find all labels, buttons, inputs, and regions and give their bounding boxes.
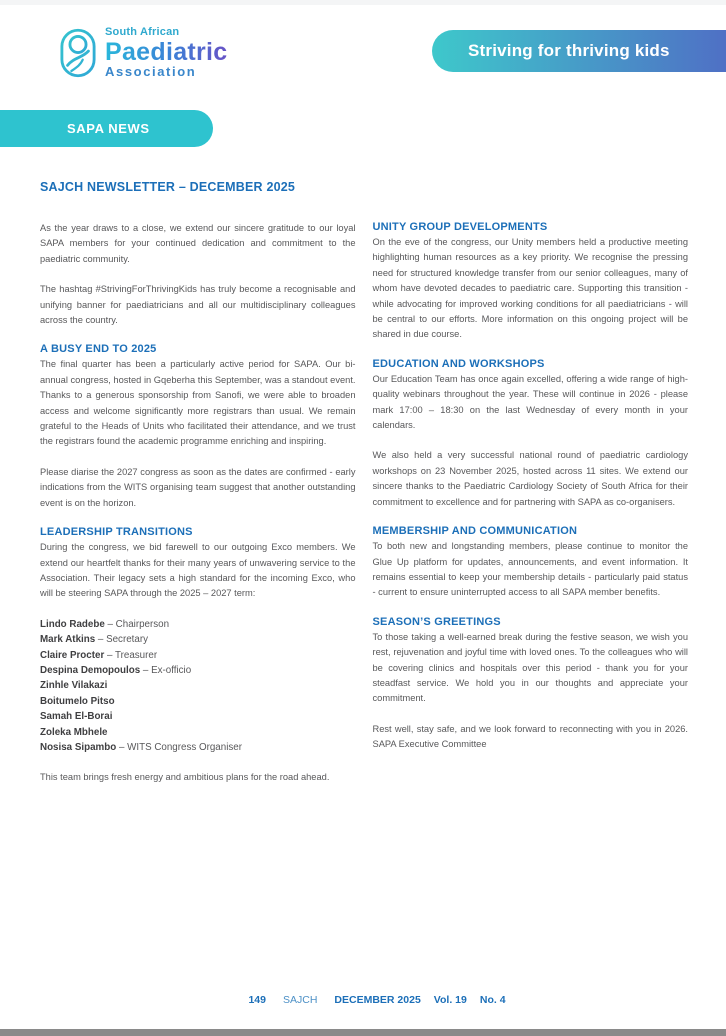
footer-issue-date: DECEMBER 2025 (334, 994, 421, 1006)
exco-member (40, 694, 356, 709)
right-column (373, 221, 689, 801)
intro-paragraph-2: The hashtag #StrivingForThrivingKids has truly become a recognisable and unifying banner for paediatricians and all our multidisciplinary colleagues across the country. (40, 284, 356, 326)
footer-issue-info (334, 994, 505, 1006)
leadership-closing-paragraph: This team brings fresh energy and ambitious plans for the road ahead. (40, 772, 330, 783)
exco-member-name: Zinhle Vilakazi (40, 680, 108, 692)
exco-member (40, 617, 356, 632)
leadership-intro-paragraph: During the congress, we bid farewell to our outgoing Exco members. We extend our heartfelt thanks for their many years of unwavering service to the Association. Their legacy sets a high standard for the incoming Exco, who will be steering SAPA through the 2025 – 2027 term: (40, 542, 356, 599)
exco-member-role: – WITS Congress Organiser (116, 741, 242, 753)
swaddled-baby-icon (60, 28, 96, 78)
footer-number: No. 4 (479, 994, 506, 1006)
section-heading-busy-end: A BUSY END TO 2025 (40, 343, 157, 356)
exco-member-name: Zoleka Mbhele (40, 726, 108, 738)
exco-member-name: Claire Procter (40, 649, 105, 661)
logo-line-association: Association (105, 64, 197, 80)
sapa-news-banner (0, 110, 213, 147)
section-heading-greetings: SEASON’S GREETINGS (372, 615, 501, 628)
exco-member (40, 709, 356, 724)
section-heading-membership: MEMBERSHIP AND COMMUNICATION (372, 525, 578, 538)
greetings-paragraph-2: Rest well, stay safe, and we look forward to reconnecting with you in 2026. SAPA Executive Committee (372, 723, 688, 750)
section-heading-unity: UNITY GROUP DEVELOPMENTS (372, 221, 548, 233)
exco-member (40, 725, 356, 740)
article-body (40, 221, 688, 801)
exco-member-role: – Chairperson (104, 618, 170, 630)
exco-member-name: Nosisa Sipambo (40, 741, 117, 753)
exco-member (40, 663, 356, 678)
footer-journal-name: SAJCH (282, 994, 318, 1006)
logo-line-south-african: South African (105, 26, 180, 38)
logo-line-paediatric: Paediatric (105, 37, 228, 66)
page-title: SAJCH NEWSLETTER – DECEMBER 2025 (40, 180, 296, 194)
education-paragraph-2: We also held a very successful national round of paediatric cardiology workshops on 23 November 2025, hosted across 11 sites. We extend our sincere thanks to the Paediatric Cardiology Society of South Africa for their commitment to excellence and for partnering with SAPA as co-organisers. (372, 450, 688, 507)
sapa-logo (60, 27, 228, 79)
busy-end-paragraph-1: The final quarter has been a particularly active period for SAPA. Our bi-annual congress, hosted in Gqeberha this September, was a standout event. Thanks to a generous sponsorship from Sanofi, we were able to broaden access and welcome significantly more registrars than usual. We remain grateful to the Heads of Units who facilitated their attendance, and we trust the registrars found the academic programme enriching and inspiring. (40, 359, 356, 447)
exco-member-name: Lindo Radebe (40, 618, 105, 630)
exco-member-name: Mark Atkins (40, 634, 96, 646)
exco-member-role: – Ex-officio (140, 664, 192, 676)
page-bottom-edge (0, 1029, 726, 1036)
exco-member-name: Boitumelo Pitso (40, 695, 115, 707)
tagline-text: Striving for thriving kids (468, 41, 670, 60)
exco-member-list (40, 617, 356, 756)
education-paragraph-1: Our Education Team has once again excelled, offering a wide range of high-quality webinars throughout the year. These will continue in 2026 - please mark 17:00 – 18:30 on the last Wednesday of every month in your calendars. (372, 373, 688, 431)
exco-member (40, 740, 356, 755)
greetings-paragraph-1: To those taking a well-earned break during the festive season, we wish you rest, rejuvenation and joyful time with loved ones. To the colleagues who will be covering clinics and hospitals over this period - thank you for your steadfast service. We hold you in our thoughts and appreciate your commitment. (372, 631, 688, 704)
unity-paragraph: On the eve of the congress, our Unity members held a productive meeting highlighting human resources as a key priority. We recognise the pressing need for structured knowledge transfer from our senior colleagues, many of whom have devoted decades to paediatric care. Supporting this transition - while advocating for improved working conditions for all paediatricians - will be central to our efforts. More information on this ongoing project will be shared in due course. (372, 237, 688, 340)
exco-member-role: – Treasurer (104, 649, 158, 661)
section-heading-education: EDUCATION AND WORKSHOPS (372, 357, 545, 370)
sapa-news-label: SAPA NEWS (67, 121, 150, 136)
exco-member-role: – Secretary (95, 634, 148, 646)
exco-member (40, 678, 356, 693)
exco-member (40, 648, 356, 663)
exco-member-name: Samah El-Borai (40, 711, 113, 723)
footer-page-number: 149 (248, 994, 266, 1006)
section-heading-leadership: LEADERSHIP TRANSITIONS (40, 526, 193, 539)
left-column (40, 221, 356, 801)
page-top-edge (0, 0, 726, 5)
page-footer (0, 994, 726, 1006)
logo-wordmark (105, 27, 228, 79)
footer-volume: Vol. 19 (433, 994, 467, 1006)
membership-paragraph: To both new and longstanding members, please continue to monitor the Glue Up platform for updates, announcements, and event information. It remains essential to keep your membership details - particularly paid status - current to ensure uninterrupted access to all SAPA member benefits. (372, 541, 688, 598)
tagline-banner (432, 30, 726, 72)
intro-paragraph-1: As the year draws to a close, we extend our sincere gratitude to our loyal SAPA members for your continued dedication and commitment to the paediatric community. (40, 223, 356, 264)
busy-end-paragraph-2: Please diarise the 2027 congress as soon as the dates are confirmed - early indications from the WITS organising team suggest that another outstanding event is on the horizon. (40, 466, 356, 508)
exco-member-name: Despina Demopoulos (40, 664, 141, 676)
exco-member (40, 632, 356, 647)
